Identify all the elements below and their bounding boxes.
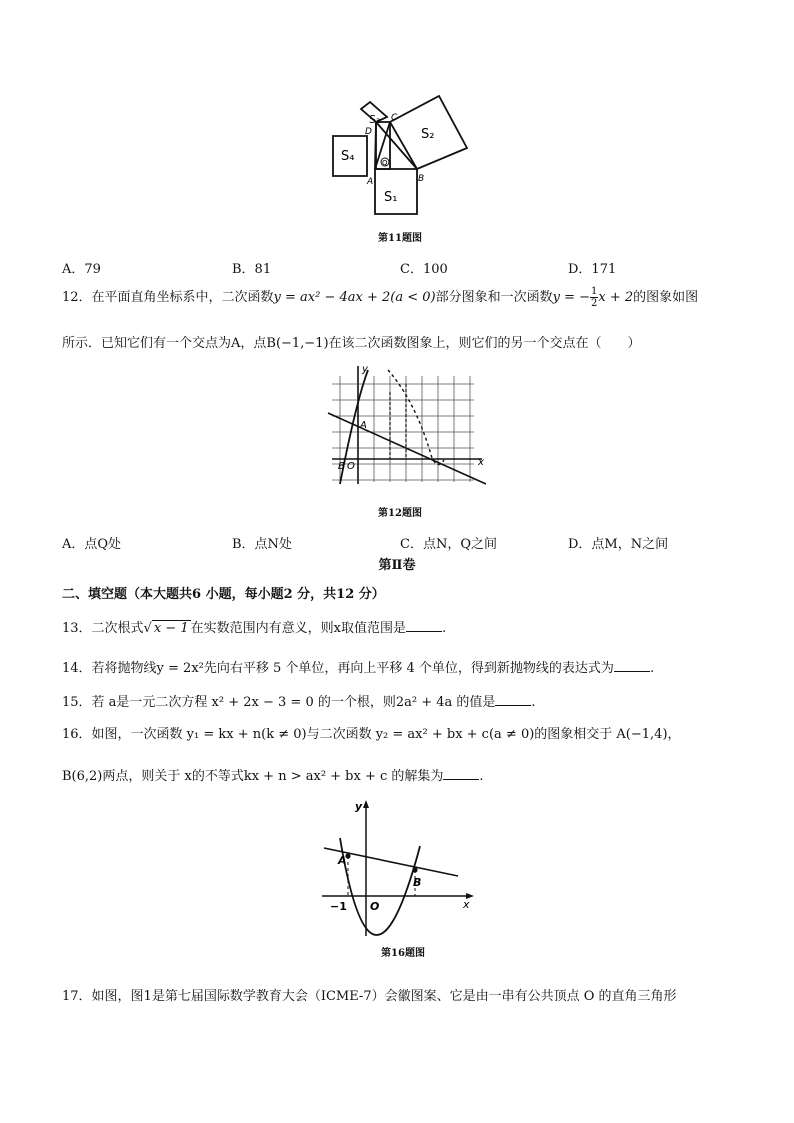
q16-line-1: 16．如图，一次函数 y₁ = kx + n(k ≠ 0)与二次函数 y₂ = ax² + bx + c(a ≠ 0)的图象相交于 A(−1,4)， bbox=[62, 727, 681, 742]
q11-option-b: B．81 bbox=[232, 262, 272, 277]
q17-line-1: 17．如图，图1是第七届国际数学教育大会（ICME-7）会徽图案、它是由一串有公共顶点 O 的直角三角形 bbox=[62, 989, 677, 1004]
q12-text-2: 部分图象和一次函数 bbox=[435, 290, 553, 305]
fig11-label-q: Q bbox=[382, 159, 388, 167]
fig12-caption: 第12题图 bbox=[378, 508, 422, 519]
fig11-label-d: D bbox=[365, 127, 372, 137]
fig11-label-s4: S₄ bbox=[341, 149, 355, 164]
q15-answer-blank[interactable] bbox=[495, 693, 531, 706]
q16-end: . bbox=[479, 769, 484, 784]
fig12-label-a: A bbox=[360, 420, 367, 431]
figure-12 bbox=[326, 362, 488, 486]
q14-end: . bbox=[649, 661, 655, 676]
fig11-caption: 第11题图 bbox=[378, 233, 422, 244]
q11-option-a: A．79 bbox=[62, 262, 101, 277]
fig16-label-x: x bbox=[463, 898, 470, 911]
q15-text: 15．若 a是一元二次方程 x² + 2x − 3 = 0 的一个根，则2a² + 4a 的值是 bbox=[62, 695, 496, 710]
q12-formula-2a: y = − bbox=[552, 290, 591, 305]
q12-formula-1: y = ax² − 4ax + 2(a < 0) bbox=[273, 290, 436, 305]
q13-answer-blank[interactable] bbox=[406, 619, 442, 632]
figure-11 bbox=[325, 92, 475, 248]
q12-line-1 bbox=[62, 286, 698, 309]
q12-text-3: 的图象如图 bbox=[633, 290, 699, 305]
part-2-title: 第Ⅱ卷 bbox=[378, 558, 416, 573]
fig16-label-b: B bbox=[413, 876, 422, 889]
fig11-label-s2: S₂ bbox=[421, 127, 435, 142]
q16-line-2 bbox=[62, 765, 484, 784]
q12-option-c: C．点N，Q之间 bbox=[400, 537, 497, 552]
fig16-caption: 第16题图 bbox=[381, 948, 425, 959]
fig16-label-minus-one: −1 bbox=[330, 900, 347, 913]
fig12-label-y: y bbox=[362, 364, 368, 375]
q13-radicand: x − 1 bbox=[153, 621, 189, 636]
fig16-parabola bbox=[340, 838, 420, 935]
q12-formula-2b: x + 2 bbox=[598, 290, 634, 305]
fig12-label-b: B bbox=[338, 461, 345, 472]
q14-text: 14．若将抛物线y = 2x²先向右平移 5 个单位，再向上平移 4 个单位，得到新抛物线的表达式为 bbox=[62, 661, 614, 676]
q16-text-2: B(6,2)两点，则关于 x的不等式kx + n > ax² + bx + c 的解集为 bbox=[62, 769, 444, 784]
sqrt-symbol: √ bbox=[143, 621, 152, 636]
q12-option-d: D．点M，N之间 bbox=[568, 537, 669, 552]
fig11-label-s1: S₁ bbox=[384, 190, 398, 205]
q14-answer-blank[interactable] bbox=[614, 659, 650, 672]
q13-text-2: 在实数范围内有意义，则x取值范围是 bbox=[190, 621, 406, 636]
q11-option-c: C．100 bbox=[400, 262, 448, 277]
fig11-label-c: C bbox=[391, 113, 398, 123]
fig16-label-a: A bbox=[338, 854, 347, 867]
figure-16 bbox=[318, 798, 478, 938]
q12-text-1: 12．在平面直角坐标系中，二次函数 bbox=[62, 290, 274, 305]
q16-answer-blank[interactable] bbox=[443, 767, 479, 780]
fig11-label-s3: S₃ bbox=[369, 113, 381, 126]
fig16-label-o: O bbox=[370, 900, 380, 913]
fig16-label-y: y bbox=[355, 800, 363, 813]
fig12-label-x: x bbox=[478, 457, 484, 468]
q14 bbox=[62, 657, 654, 676]
q13 bbox=[62, 617, 446, 636]
q15-end: . bbox=[531, 695, 536, 710]
fig11-label-b: B bbox=[418, 174, 425, 184]
q12-option-a: A．点Q处 bbox=[62, 537, 122, 552]
q13-end: . bbox=[441, 621, 447, 636]
q12-line-2: 所示．已知它们有一个交点为A，点B(−1,−1)在该二次函数图象上，则它们的另一个交点在（ ） bbox=[62, 336, 641, 351]
fig11-label-a: A bbox=[367, 177, 374, 187]
fig12-label-o: O bbox=[347, 461, 355, 472]
fig12-line bbox=[328, 413, 486, 484]
q12-option-b: B．点N处 bbox=[232, 537, 292, 552]
q11-option-d: D．171 bbox=[568, 262, 617, 277]
q12-fraction-den: 2 bbox=[591, 298, 598, 309]
q13-text-1: 13．二次根式 bbox=[62, 621, 144, 636]
section-2-heading: 二、填空题（本大题共6 小题，每小题2 分，共12 分） bbox=[62, 587, 385, 602]
q15 bbox=[62, 691, 536, 710]
q12-fraction-num: 1 bbox=[591, 286, 598, 297]
